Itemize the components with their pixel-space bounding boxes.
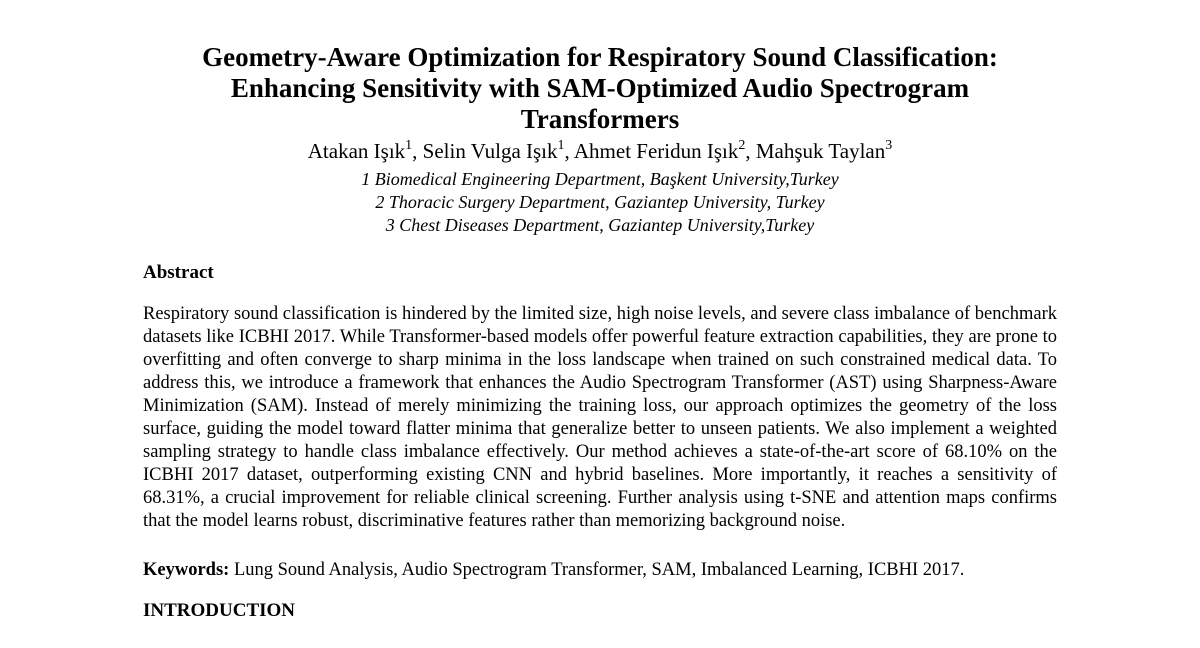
author-affil-marker-4: 3 bbox=[885, 138, 893, 153]
author-name-3: Ahmet Feridun Işık bbox=[573, 139, 739, 163]
paper-content-column bbox=[143, 0, 1057, 622]
introduction-heading: INTRODUCTION bbox=[143, 600, 296, 621]
affiliation-line-1: 1 Biomedical Engineering Department, Başkent University,Turkey bbox=[361, 169, 839, 189]
author-line bbox=[143, 138, 1057, 164]
author-affil-marker-2: 1 bbox=[557, 138, 565, 153]
paper-title-line-2: Enhancing Sensitivity with SAM-Optimized Audio Spectrogram bbox=[230, 73, 970, 103]
keywords-label: Keywords: bbox=[143, 560, 230, 580]
abstract-heading: Abstract bbox=[143, 262, 214, 283]
paper-title-line-1: Geometry-Aware Optimization for Respiratory Sound Classification: bbox=[202, 42, 998, 72]
author-affil-marker-3: 2 bbox=[738, 138, 746, 153]
author-separator-3: , bbox=[745, 139, 756, 163]
paper-title bbox=[143, 42, 1057, 135]
author-separator-1: , bbox=[412, 139, 423, 163]
affiliations-block bbox=[143, 168, 1057, 237]
author-name-4: Mahşuk Taylan bbox=[755, 139, 886, 163]
affiliation-line-3: 3 Chest Diseases Department, Gaziantep University,Turkey bbox=[385, 215, 815, 235]
author-name-2: Selin Vulga Işık bbox=[422, 139, 558, 163]
author-separator-2: , bbox=[564, 139, 574, 163]
abstract-body: Respiratory sound classification is hindered by the limited size, high noise levels, and severe class imbalance of benchmark datasets like ICBHI 2017. While Transformer-based models offer powerful feature extraction capabilities, they are prone to overfitting and often converge to sharp minima in the loss landscape when trained on such constrained medical data. To address this, we introduce a framework that enhances the Audio Spectrogram Transformer (AST) using Sharpness-Aware Minimization (SAM). Instead of merely minimizing the training loss, our approach optimizes the geometry of the loss surface, guiding the model toward flatter minima that generalize better to unseen patients. We also implement a weighted sampling strategy to handle class imbalance effectively. Our method achieves a state-of-the-art score of 68.10% on the ICBHI 2017 dataset, outperforming existing CNN and hybrid baselines. More importantly, it reaches a sensitivity of 68.31%, a crucial improvement for reliable clinical screening. Further analysis using t-SNE and attention maps confirms that the model learns robust, discriminative features rather than memorizing background noise. bbox=[143, 304, 1057, 531]
keywords-text: Lung Sound Analysis, Audio Spectrogram Transformer, SAM, Imbalanced Learning, ICBHI 2017. bbox=[229, 560, 965, 580]
keywords-line bbox=[143, 559, 1057, 582]
author-affil-marker-1: 1 bbox=[405, 138, 413, 153]
affiliation-line-2: 2 Thoracic Surgery Department, Gaziantep University, Turkey bbox=[375, 192, 825, 212]
author-name-1: Atakan Işık bbox=[307, 139, 406, 163]
paper-title-line-3: Transformers bbox=[520, 104, 680, 134]
